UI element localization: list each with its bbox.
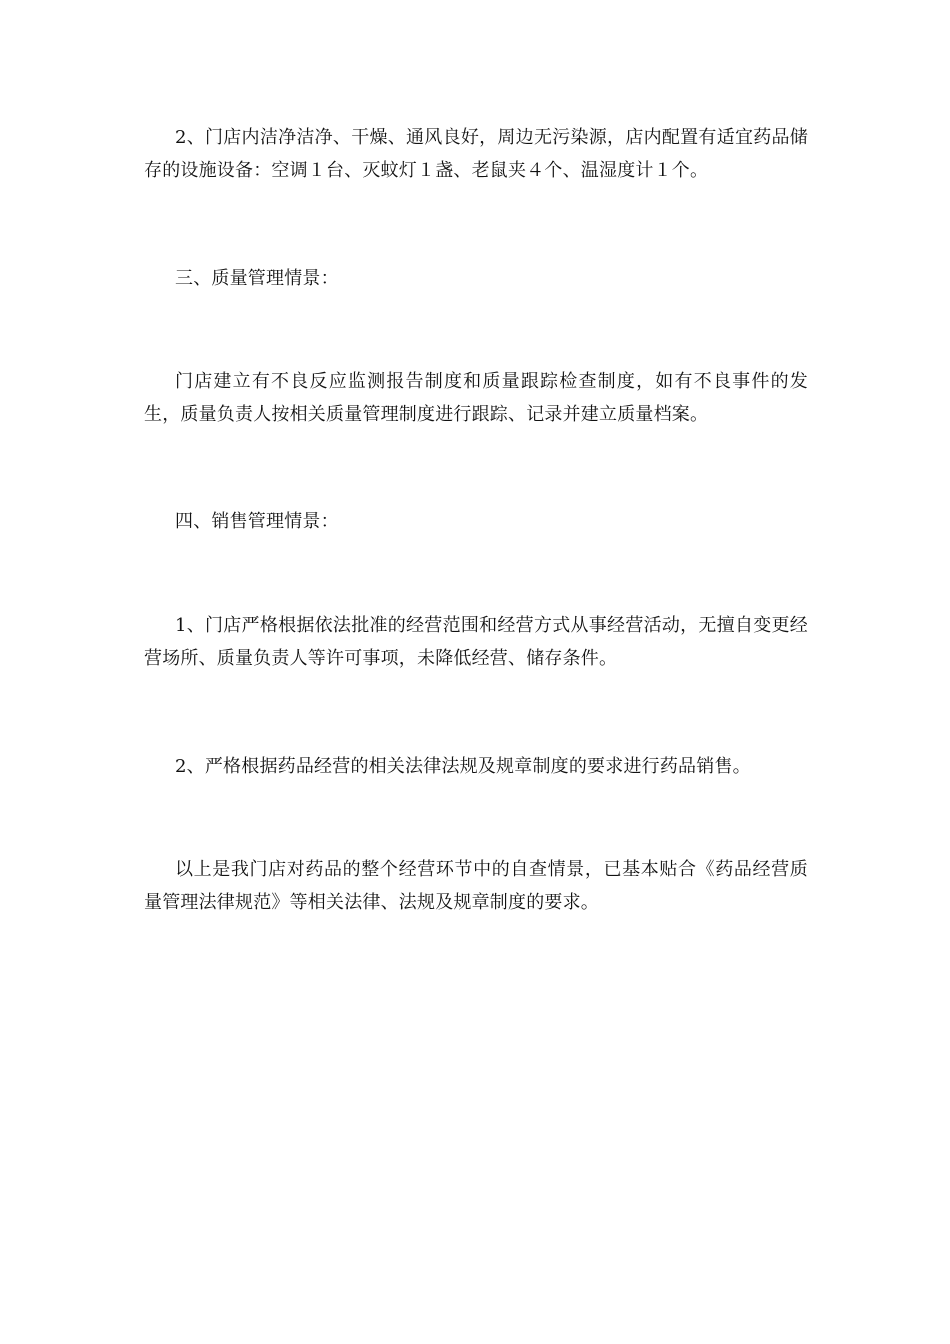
paragraph-sales-scope: 1、门店严格根据依法批准的经营范围和经营方式从事经营活动，无擅自变更经营场所、质量负责人等许可事项，未降低经营、储存条件。: [144, 615, 808, 669]
paragraph-sales-regulation: 2、严格根据药品经营的相关法律法规及规章制度的要求进行药品销售。: [175, 756, 751, 777]
heading-sales-management: 四、销售管理情景：: [175, 511, 339, 532]
paragraph-facility: 2、门店内洁净洁净、干燥、通风良好，周边无污染源，店内配置有适宜药品储存的设施设备：空调１台、灭蚊灯１盏、老鼠夹４个、温湿度计１个。: [144, 127, 808, 181]
paragraph-quality-management: 门店建立有不良反应监测报告制度和质量跟踪检查制度，如有不良事件的发生，质量负责人按相关质量管理制度进行跟踪、记录并建立质量档案。: [144, 371, 808, 425]
paragraph-conclusion: 以上是我门店对药品的整个经营环节中的自查情景，已基本贴合《药品经营质量管理法律规范》等相关法律、法规及规章制度的要求。: [144, 859, 808, 913]
heading-quality-management: 三、质量管理情景：: [175, 268, 339, 289]
